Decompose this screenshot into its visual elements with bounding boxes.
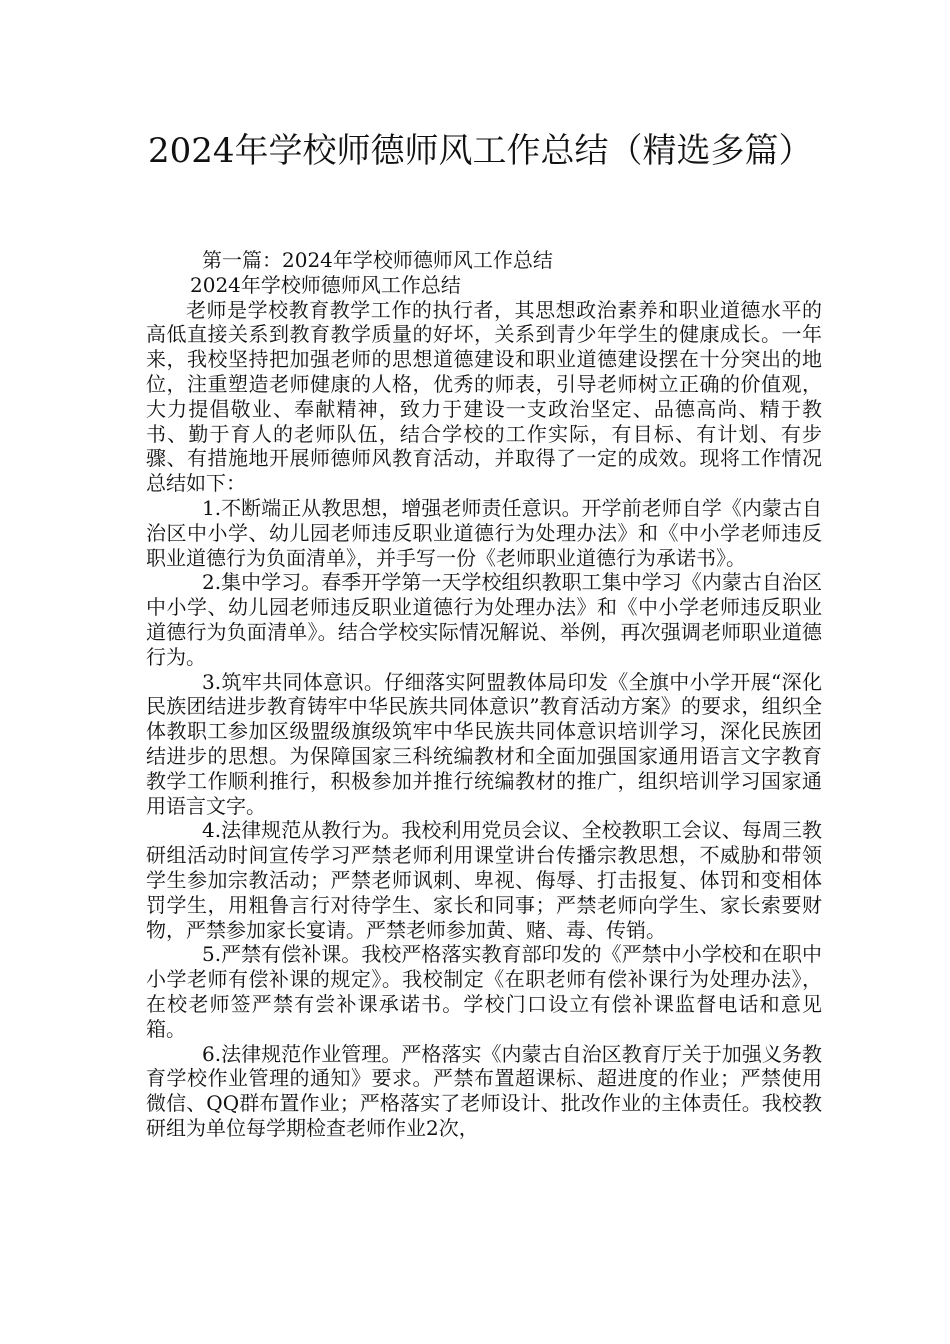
paragraph-item-2: 2.集中学习。春季开学第一天学校组织教职工集中学习《内蒙古自治区中小学、幼儿园老师违反职业道德行为处理办法》和《中小学老师违反职业道德行为负面清单》。结合学校实际情况解说、举例，再次强调老师职业道德行为。 <box>146 570 822 669</box>
document-title: 2024年学校师德师风工作总结（精选多篇） <box>148 131 813 171</box>
section-heading: 第一篇：2024年学校师德师风工作总结 <box>202 248 553 272</box>
sub-heading: 2024年学校师德师风工作总结 <box>190 272 461 297</box>
paragraph-item-6: 6.法律规范作业管理。严格落实《内蒙古自治区教育厅关于加强义务教育学校作业管理的通知》要求。严禁布置超课标、超进度的作业；严禁使用微信、QQ群布置作业；严格落实了老师设计、批改作业的主体责任。我校教研组为单位每学期检查老师作业2次， <box>146 1041 822 1140</box>
paragraph-item-5: 5.严禁有偿补课。我校严格落实教育部印发的《严禁中小学校和在职中小学老师有偿补课的规定》。我校制定《在职老师有偿补课行为处理办法》，在校老师签严禁有尝补课承诺书。学校门口设立有偿补课监督电话和意见箱。 <box>146 942 822 1041</box>
paragraph-intro: 老师是学校教育教学工作的执行者，其思想政治素养和职业道德水平的高低直接关系到教育教学质量的好坏，关系到青少年学生的健康成长。一年来，我校坚持把加强老师的思想道德建设和职业道德建设摆在十分突出的地位，注重塑造老师健康的人格，优秀的师表，引导老师树立正确的价值观，大力提倡敬业、奉献精神，致力于建设一支政治坚定、品德高尚、精于教书、勤于育人的老师队伍，结合学校的工作实际，有目标、有计划、有步骤、有措施地开展师德师风教育活动，并取得了一定的成效。现将工作情况总结如下： <box>146 297 822 496</box>
paragraph-item-3: 3.筑牢共同体意识。仔细落实阿盟教体局印发《全旗中小学开展“深化民族团结进步教育铸牢中华民族共同体意识”教育活动方案》的要求，组织全体教职工参加区级盟级旗级筑牢中华民族共同体意识培训学习，深化民族团结进步的思想。为保障国家三科统编教材和全面加强国家通用语言文字教育教学工作顺利推行，积极参加并推行统编教材的推广，组织培训学习国家通用语言文字。 <box>146 669 822 818</box>
document-body <box>146 248 822 1141</box>
paragraph-item-1: 1.不断端正从教思想，增强老师责任意识。开学前老师自学《内蒙古自治区中小学、幼儿园老师违反职业道德行为处理办法》和《中小学老师违反职业道德行为负面清单》，并手写一份《老师职业道德行为承诺书》。 <box>146 495 822 570</box>
paragraph-item-4: 4.法律规范从教行为。我校利用党员会议、全校教职工会议、每周三教研组活动时间宣传学习严禁老师利用课堂讲台传播宗教思想，不威胁和带领学生参加宗教活动；严禁老师讽刺、卑视、侮辱、打击报复、体罚和变相体罚学生，用粗鲁言行对待学生、家长和同事；严禁老师向学生、家长索要财物，严禁参加家长宴请。严禁老师参加黄、赌、毒、传销。 <box>146 818 822 942</box>
